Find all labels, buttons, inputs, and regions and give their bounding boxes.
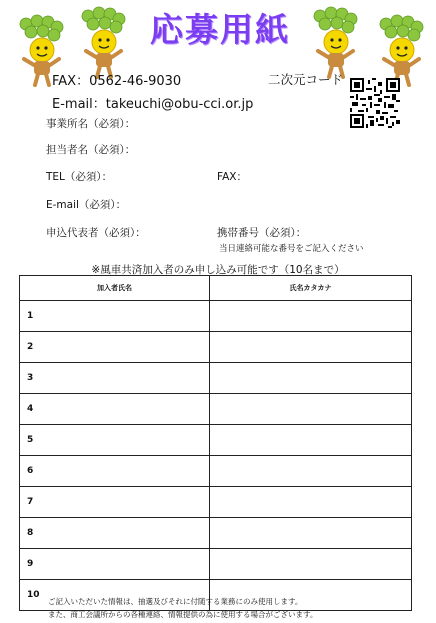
katakana-cell[interactable] [210,425,412,456]
qr-code-label: 二次元コード [268,72,344,87]
katakana-cell[interactable] [210,363,412,394]
katakana-cell[interactable] [210,518,412,549]
mobile-field[interactable]: 携帯番号（必須）： [217,227,307,239]
katakana-cell[interactable] [210,332,412,363]
privacy-note-line1: ご記入いただいた情報は、抽選及びそれに付随する業務にのみ使用します。 [48,597,303,606]
table-row [20,394,412,425]
table-row [20,425,412,456]
row-number[interactable]: 5 [20,425,210,456]
row-number[interactable]: 6 [20,456,210,487]
column-header-name: 加入者氏名 [20,276,210,301]
table-header-row [20,276,412,301]
email-address[interactable]: E-mail：takeuchi@obu-cci.or.jp [52,97,254,112]
katakana-cell[interactable] [210,487,412,518]
page-title: 応募用紙 [150,10,290,49]
row-number[interactable]: 2 [20,332,210,363]
contact-person-field[interactable]: 担当者名（必須）： [46,144,136,156]
row-number[interactable]: 3 [20,363,210,394]
katakana-cell[interactable] [210,394,412,425]
table-row [20,456,412,487]
fax-number: FAX：0562-46-9030 [52,74,182,89]
row-number[interactable]: 4 [20,394,210,425]
mobile-note: 当日連絡可能な番号をご記入ください [219,244,364,254]
table-row [20,518,412,549]
katakana-cell[interactable] [210,456,412,487]
katakana-cell[interactable] [210,301,412,332]
office-name-field[interactable]: 事業所名（必須）： [46,118,136,130]
row-number[interactable]: 10 [20,580,210,611]
column-header-katakana: 氏名カタカナ [210,276,412,301]
row-number[interactable]: 9 [20,549,210,580]
table-row [20,301,412,332]
table-row [20,332,412,363]
table-row [20,549,412,580]
eligibility-notice: ※風車共済加入者のみ申し込み可能です（10名まで） [91,264,345,276]
row-number[interactable]: 7 [20,487,210,518]
row-number[interactable]: 1 [20,301,210,332]
tel-field[interactable]: TEL（必須）： [46,171,113,183]
fax-field[interactable]: FAX： [217,171,247,183]
table-row [20,363,412,394]
representative-field[interactable]: 申込代表者（必須）： [46,227,146,239]
table-row [20,487,412,518]
grape-mascot-icon [372,10,428,88]
qr-code-icon [350,78,400,128]
member-table [19,275,412,611]
row-number[interactable]: 8 [20,518,210,549]
privacy-note-line2: また、商工会議所からの各種連絡、情報提供の為に使用する場合がございます。 [48,610,318,619]
email-field[interactable]: E-mail（必須）： [46,199,127,211]
katakana-cell[interactable] [210,549,412,580]
